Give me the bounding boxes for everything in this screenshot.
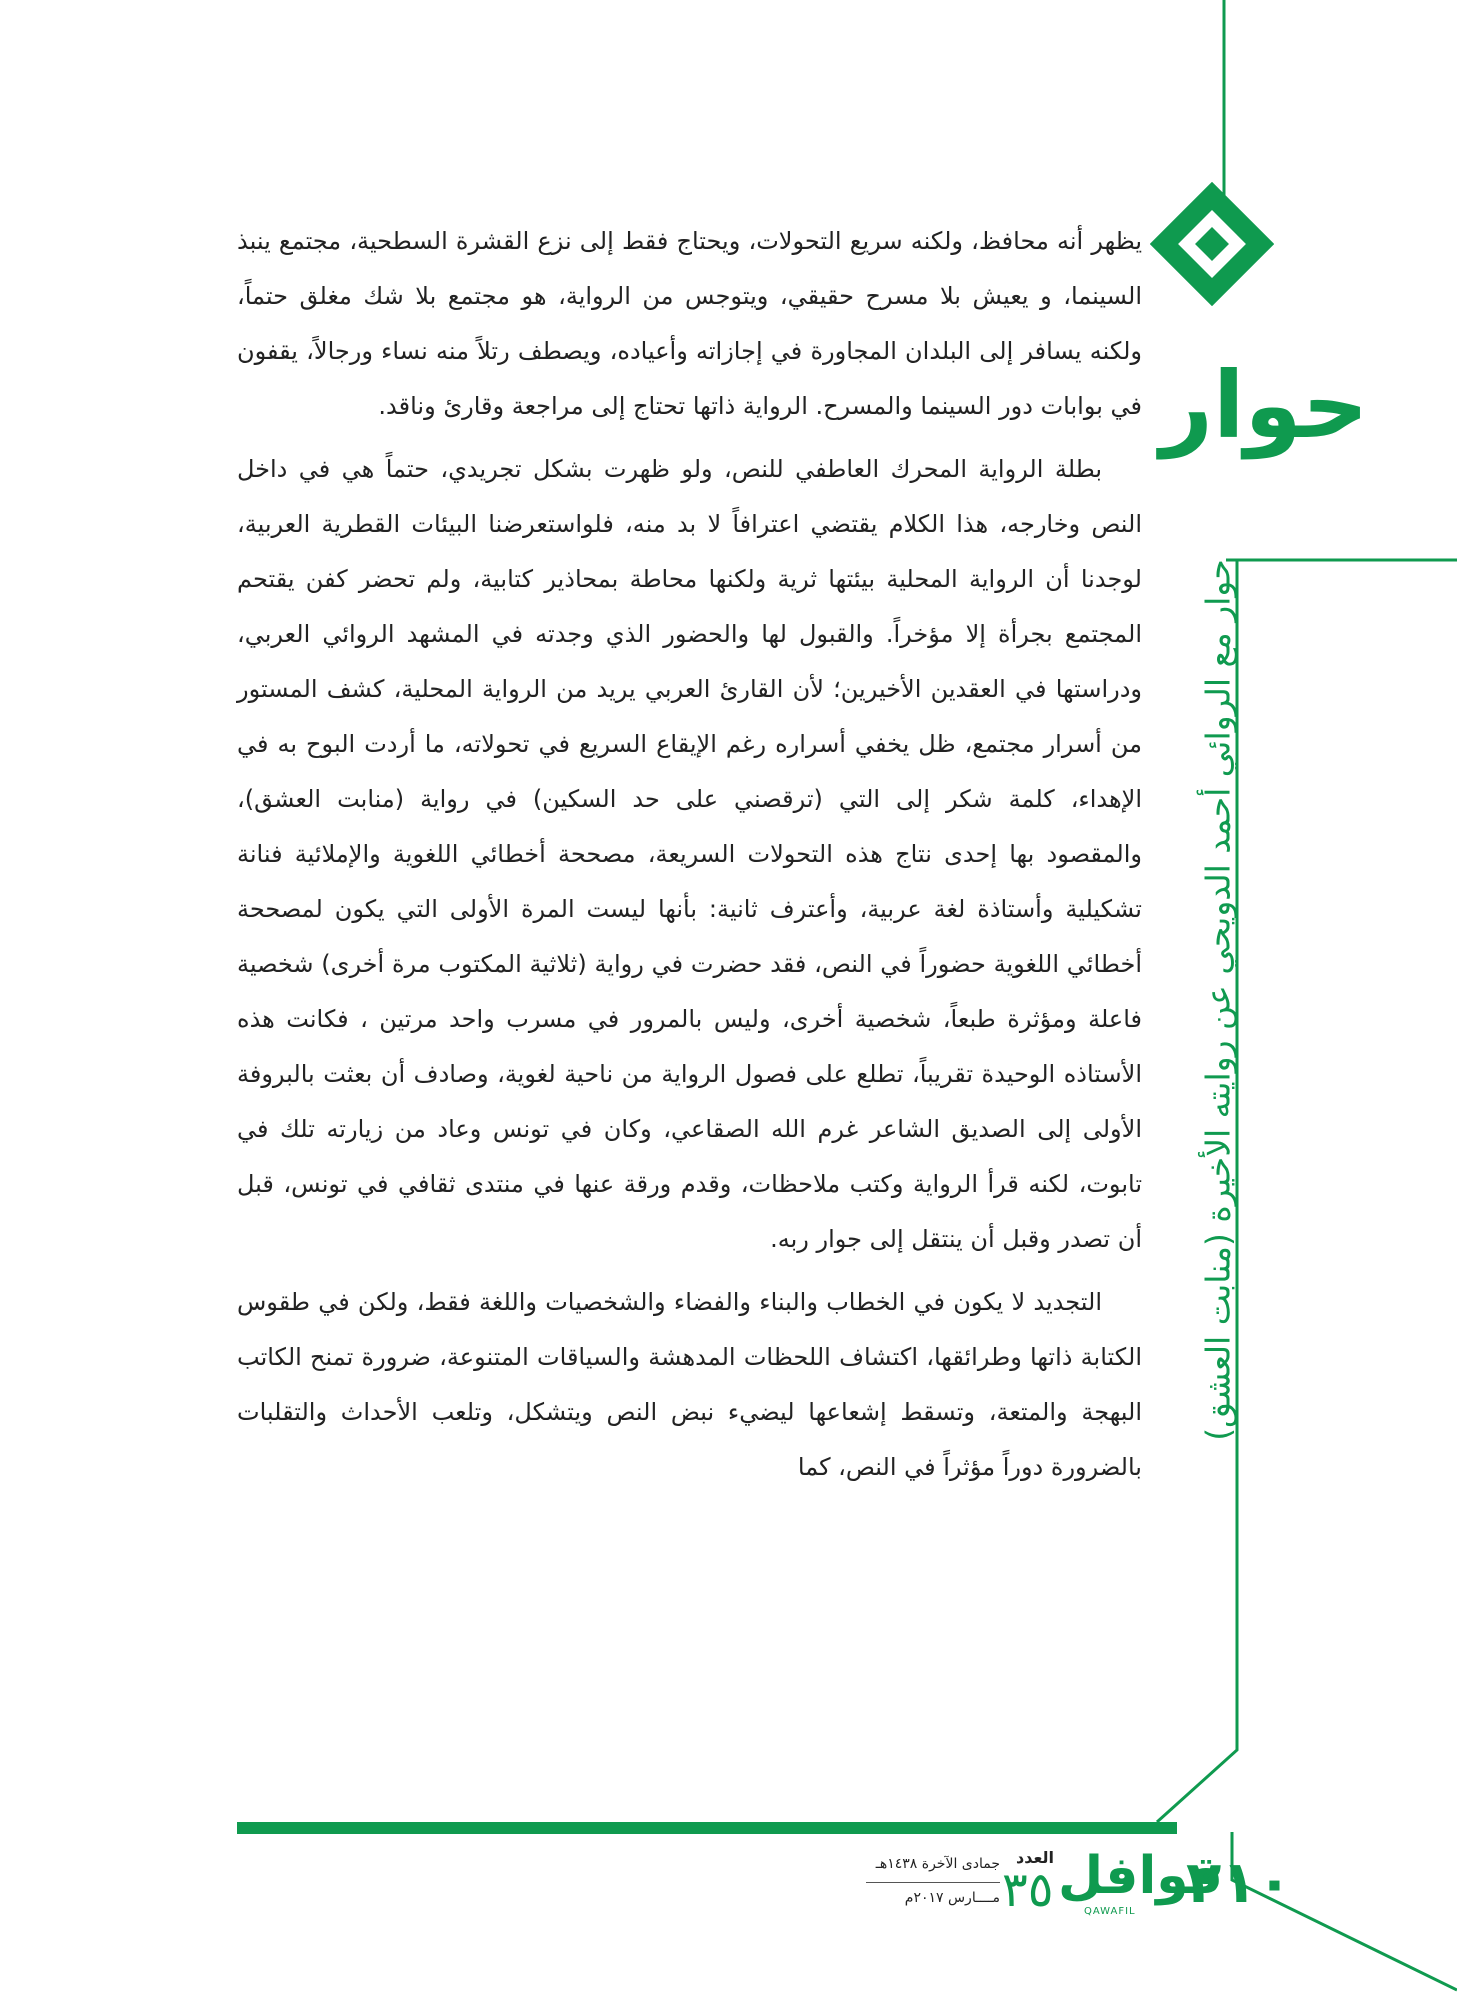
- article-paragraph-1: يظهر أنه محافظ، ولكنه سريع التحولات، ويحتاج فقط إلى نزع القشرة السطحية، مجتمع ينبذ السينما، و يعيش بلا مسرح حقيقي، ويتوجس من الرواية، هو مجتمع بلا شك مغلق حتماً، ولكنه يسافر إلى البلدان المجاورة في إجازاته وأعياده، ويصطف رتلاً منه نساء ورجالاً، يقفون في بوابات دور السينما والمسرح. الرواية ذاتها تحتاج إلى مراجعة وقارئ وناقد.: [237, 227, 1142, 420]
- section-label: حوار: [1160, 352, 1369, 459]
- article-paragraph-3: التجديد لا يكون في الخطاب والبناء والفضاء والشخصيات واللغة فقط، ولكن في طقوس الكتابة ذاتها وطرائقها، اكتشاف اللحظات المدهشة والسياقات المتنوعة، ضرورة تمنح الكاتب البهجة والمتعة، وتسقط إشعاعها ليضيء نبض النص ويتشكل، وتلعب الأحداث والتقلبات بالضرورة دوراً مؤثراً في النص، كما: [237, 1288, 1142, 1481]
- article-body: [237, 214, 1142, 1503]
- vertical-title-text: حوار مع الروائي أحمد الدويحي عن روايته الأخيرة (منابت العشق): [1198, 559, 1238, 1441]
- issue-label: العدد: [1016, 1848, 1054, 1867]
- page-number: ٢١٠: [1186, 1848, 1293, 1916]
- magazine-logo-latin: QAWAFIL: [1084, 1906, 1136, 1917]
- date-divider: [866, 1882, 1000, 1883]
- issue-date-hijri: جمادى الآخرة ١٤٣٨هـ: [875, 1856, 1000, 1872]
- diamond-emblem-icon: [1150, 182, 1274, 306]
- article-paragraph-2: بطلة الرواية المحرك العاطفي للنص، ولو ظهرت بشكل تجريدي، حتماً هي في داخل النص وخارجه، هذا الكلام يقتضي اعترافاً لا بد منه، فلواستعرضنا البيئات القطرية العربية، لوجدنا أن الرواية المحلية بيئتها ثرية ولكنها محاطة بمحاذير كتابية، ولم تحضر كفن يقتحم المجتمع بجرأة إلا مؤخراً. والقبول لها والحضور الذي وجدته في المشهد الروائي العربي، ودراستها في العقدين الأخيرين؛ لأن القارئ العربي يريد من الرواية المحلية، كشف المستور من أسرار مجتمع، ظل يخفي أسراره رغم الإيقاع السريع في تحولاته، ما أردت البوح به في الإهداء، كلمة شكر إلى التي (ترقصني على حد السكين) في رواية (منابت العشق)، والمقصود بها إحدى نتاج هذه التحولات السريعة، مصححة أخطائي اللغوية والإملائية فنانة تشكيلية وأستاذة لغة عربية، وأعترف ثانية: بأنها ليست المرة الأولى التي يكون لمصححة أخطائي اللغوية حضوراً في النص، فقد حضرت في رواية (ثلاثية المكتوب مرة أخرى) شخصية فاعلة ومؤثرة طبعاً، شخصية أخرى، وليس بالمرور في مسرب واحد مرتين ، فكانت هذه الأستاذه الوحيدة تقريباً، تطلع على فصول الرواية من ناحية لغوية، وصادف أن بعثت بالبروفة الأولى إلى الصديق الشاعر غرم الله الصقاعي، وكان في تونس وعاد من زيارته تلك في تابوت، لكنه قرأ الرواية وكتب ملاحظات، وقدم ورقة عنها في منتدى ثقافي في تونس، قبل أن تصدر وقبل أن ينتقل إلى جوار ربه.: [237, 455, 1142, 1253]
- issue-date-gregorian: مــــارس ٢٠١٧م: [904, 1890, 1000, 1906]
- issue-number: ٣٥: [1002, 1862, 1054, 1918]
- magazine-logo: قوافل: [1058, 1846, 1223, 1906]
- footer-divider: [237, 1822, 1177, 1834]
